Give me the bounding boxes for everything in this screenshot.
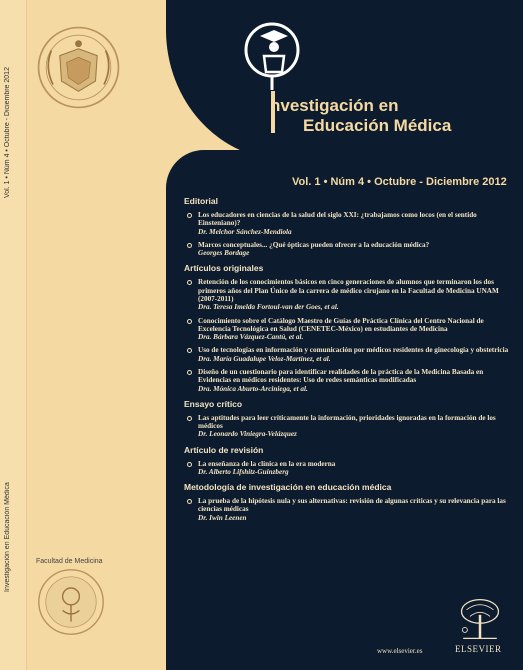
publisher-name: ELSEVIER <box>455 644 502 654</box>
article-author: Dra. Teresa Imelda Fortoul-van der Goes, et al. <box>198 303 339 312</box>
unam-seal-icon <box>36 25 121 110</box>
circle-bullet-icon <box>187 462 192 467</box>
table-of-contents <box>184 190 514 527</box>
contents-item <box>184 241 514 258</box>
article-title: La enseñanza de la clínica en la era moderna <box>198 459 336 468</box>
article-author: Dr. Alberto Lifshitz-Guinzberg <box>198 467 289 476</box>
contents-item <box>184 346 514 363</box>
faculty-block <box>36 558 126 642</box>
dark-top-panel <box>166 0 523 160</box>
section-heading: Artículo de revisión <box>184 444 264 455</box>
circle-bullet-icon <box>187 243 192 248</box>
publisher-url[interactable]: www.elsevier.es <box>377 647 423 655</box>
article-title: Las aptitudes para leer críticamente la información, prioridades ignoradas en la formación de los médicos <box>198 413 496 431</box>
faculty-seal-icon <box>36 567 106 637</box>
article-title: Uso de tecnologías en información y comunicación por médicos residentes de ginecología y obstetricia <box>198 346 509 355</box>
spine <box>0 0 27 670</box>
journal-title-line2: Educación Médica <box>303 116 452 135</box>
article-title: Conocimiento sobre el Catálogo Maestro de Guías de Práctica Clínica del Centro Nacional de Excelencia Tecnológica en Salud (CENETEC-México) en estudiantes de Medicina <box>198 316 484 333</box>
faculty-label: Facultad de Medicina <box>36 558 103 565</box>
circle-bullet-icon <box>187 370 192 375</box>
circle-bullet-icon <box>187 499 192 504</box>
section-heading: Artículos originales <box>184 263 264 274</box>
circle-bullet-icon <box>187 348 192 353</box>
circle-bullet-icon <box>187 416 192 421</box>
article-title: Diseño de un cuestionario para identificar realidades de la práctica de la Medicina Basada en Evidencias en médicos residentes: Uso de redes semánticas modificadas <box>198 367 484 385</box>
journal-title-line1: nvestigación en <box>270 96 399 115</box>
contents-item <box>184 497 514 522</box>
graduate-figure-icon <box>242 20 302 90</box>
article-title: La prueba de la hipótesis nula y sus alternativas: revisión de algunas críticas y su relevancia para las ciencias médicas <box>198 497 506 514</box>
contents-item <box>184 368 514 393</box>
spine-issue-text: Vol. 1 • Núm 4 • Octubre - Diciembre 2012 <box>4 67 11 198</box>
elsevier-tree-icon <box>454 598 506 640</box>
contents-item <box>184 317 514 342</box>
article-author: Dr. Iwin Leenen <box>198 513 247 522</box>
section-heading: Editorial <box>184 196 219 206</box>
article-author: Dra. María Guadalupe Veloz-Martínez, et al. <box>198 354 331 363</box>
contents-item <box>184 414 514 439</box>
article-title: Retención de los conocimientos básicos en cinco generaciones de alumnos que terminaron los dos primeros años del Plan Único de la carrera de médico cirujano en la Facultad de Medicina UNAM (2007-2011) <box>198 278 499 303</box>
article-author: Dra. Bárbara Vázquez-Cantú, et al. <box>198 333 304 342</box>
contents-item <box>184 460 514 477</box>
article-author: Georges Bordage <box>198 249 250 258</box>
circle-bullet-icon <box>187 280 192 285</box>
article-author: Dr. Melchor Sánchez-Mendiola <box>198 227 292 236</box>
section-heading: Ensayo crítico <box>184 398 243 409</box>
article-title: Los educadores en ciencias de la salud del siglo XXI: ¿trabajamos como locos (en el sentido Einsteniano)? <box>198 211 477 228</box>
article-author: Dra. Mónica Aburto-Arciniega, et al. <box>198 384 308 393</box>
contents-item <box>184 278 514 311</box>
spine-journal-text: Investigación en Educación Médica <box>4 482 11 592</box>
circle-bullet-icon <box>187 319 192 324</box>
section-heading: Metodología de investigación en educación médica <box>184 482 392 493</box>
article-title: Marcos conceptuales... ¿Qué ópticas pueden ofrecer a la educación médica? <box>198 240 430 249</box>
issue-volume: Vol. 1 • Núm 4 • Octubre - Diciembre 2012 <box>292 176 507 188</box>
article-author: Dr. Leonardo Viniegra-Velázquez <box>198 430 297 439</box>
contents-item <box>184 211 514 236</box>
circle-bullet-icon <box>187 213 192 218</box>
